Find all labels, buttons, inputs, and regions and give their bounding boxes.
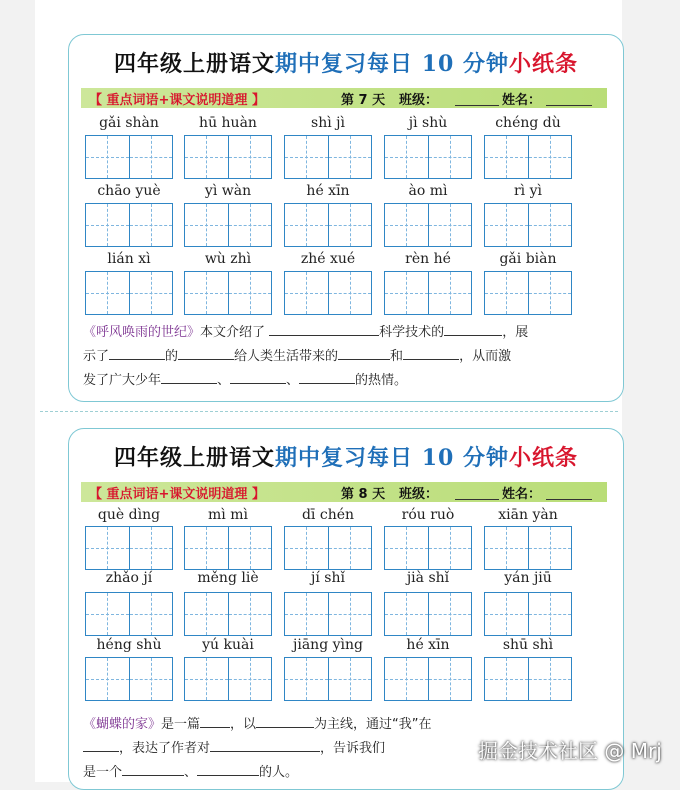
pinyin-label: lián xì — [107, 251, 151, 267]
title-review: 期中复习每日 10 分钟 — [275, 445, 509, 471]
text-fragment: 、 — [217, 373, 231, 388]
text-fragment: ，告诉我们 — [320, 741, 386, 756]
summary-line — [83, 713, 603, 737]
info-bar — [81, 482, 607, 502]
pinyin-label: shū shì — [502, 637, 554, 653]
cut-line — [40, 411, 618, 412]
writing-grid[interactable] — [484, 526, 572, 570]
info-bar — [81, 88, 607, 108]
text-fragment: 和 — [390, 349, 404, 364]
pinyin-label: què dìng — [97, 507, 161, 523]
title-note: 小纸条 — [508, 445, 578, 471]
pinyin-label: zhǎo jí — [105, 570, 153, 586]
fill-blank[interactable] — [83, 739, 119, 752]
writing-grid[interactable] — [85, 271, 173, 315]
pinyin-label: gǎi biàn — [499, 251, 557, 267]
fill-blank[interactable] — [269, 323, 379, 336]
text-fragment: 的 — [165, 349, 179, 364]
fill-blank[interactable] — [338, 347, 390, 360]
pinyin-label: gǎi shàn — [99, 115, 159, 131]
writing-grid[interactable] — [284, 657, 372, 701]
text-fragment: ，从而激 — [459, 349, 512, 364]
pinyin-label: ào mì — [408, 183, 448, 199]
fill-blank[interactable] — [178, 347, 234, 360]
writing-grid[interactable] — [484, 203, 572, 247]
watermark: 掘金技术社区 @ Mrj — [478, 739, 662, 763]
writing-grid[interactable] — [484, 271, 572, 315]
day-label: 第 8 天 — [341, 487, 386, 502]
writing-grid[interactable] — [184, 135, 272, 179]
pinyin-label: mì mì — [208, 507, 248, 523]
text-fragment: 的人。 — [259, 765, 299, 780]
pinyin-label: chāo yuè — [97, 183, 161, 199]
text-fragment: 的热情。 — [355, 373, 408, 388]
name-label: 姓名： — [502, 487, 542, 502]
pinyin-label: shì jì — [311, 115, 345, 131]
fill-blank[interactable] — [197, 763, 259, 776]
pinyin-label: róu ruò — [401, 507, 455, 523]
text-fragment: 为主线，通过“我”在 — [314, 717, 432, 732]
fill-blank[interactable] — [230, 371, 286, 384]
writing-grid[interactable] — [284, 592, 372, 636]
card-title — [69, 441, 623, 472]
writing-grid[interactable] — [384, 657, 472, 701]
fill-blank[interactable] — [161, 371, 217, 384]
pinyin-label: yú kuài — [202, 637, 254, 653]
writing-grid[interactable] — [85, 657, 173, 701]
worksheet-card-day7 — [68, 34, 624, 402]
pinyin-label: hū huàn — [199, 115, 257, 131]
summary-paragraph — [83, 321, 603, 393]
summary-line — [83, 761, 603, 785]
writing-grid[interactable] — [284, 526, 372, 570]
class-blank[interactable] — [455, 105, 499, 106]
writing-grid[interactable] — [184, 271, 272, 315]
writing-grid[interactable] — [85, 203, 173, 247]
name-blank[interactable] — [546, 499, 592, 500]
pinyin-label: měng liè — [197, 570, 259, 586]
text-fragment: 发了广大少年 — [83, 373, 162, 388]
name-blank[interactable] — [546, 105, 592, 106]
writing-grid[interactable] — [85, 592, 173, 636]
topic-tag: 【 重点词语+课文说明道理 】 — [89, 487, 265, 502]
title-grade: 四年级上册语文 — [114, 51, 276, 77]
class-label: 班级： — [399, 93, 439, 108]
pinyin-label: yán jiū — [504, 570, 552, 586]
class-blank[interactable] — [455, 499, 499, 500]
pinyin-label: wù zhì — [204, 251, 252, 267]
writing-grid[interactable] — [384, 526, 472, 570]
fill-blank[interactable] — [122, 763, 184, 776]
writing-grid[interactable] — [85, 526, 173, 570]
text-fragment: 是一个 — [83, 765, 123, 780]
writing-grid[interactable] — [384, 135, 472, 179]
writing-grid[interactable] — [484, 657, 572, 701]
title-grade: 四年级上册语文 — [114, 445, 276, 471]
text-fragment: 本文介绍了 — [200, 325, 266, 340]
title-note: 小纸条 — [508, 51, 578, 77]
writing-grid[interactable] — [384, 271, 472, 315]
day-label: 第 7 天 — [341, 93, 386, 108]
text-fragment: 示了 — [83, 349, 110, 364]
pinyin-label: jí shǐ — [311, 570, 345, 586]
fill-blank[interactable] — [444, 323, 502, 336]
text-fragment: 是一篇 — [161, 717, 201, 732]
writing-grid[interactable] — [85, 135, 173, 179]
writing-grid[interactable] — [184, 526, 272, 570]
writing-grid[interactable] — [484, 135, 572, 179]
text-fragment: 、 — [184, 765, 198, 780]
writing-grid[interactable] — [284, 135, 372, 179]
summary-line — [83, 369, 603, 393]
pinyin-label: hé xīn — [406, 637, 450, 653]
text-fragment: ，展 — [502, 325, 529, 340]
pinyin-label: dī chén — [301, 507, 355, 523]
pinyin-label: xiān yàn — [498, 507, 558, 523]
writing-grid[interactable] — [184, 592, 272, 636]
writing-grid[interactable] — [384, 203, 472, 247]
fill-blank[interactable] — [200, 715, 230, 728]
fill-blank[interactable] — [210, 739, 320, 752]
writing-grid[interactable] — [484, 592, 572, 636]
writing-grid[interactable] — [284, 271, 372, 315]
class-label: 班级： — [399, 487, 439, 502]
text-fragment: ，表达了作者对 — [119, 741, 211, 756]
name-label: 姓名： — [502, 93, 542, 108]
text-fragment: ，以 — [230, 717, 257, 732]
pinyin-label: hé xīn — [306, 183, 350, 199]
text-fragment: 给人类生活带来的 — [234, 349, 339, 364]
topic-tag: 【 重点词语+课文说明道理 】 — [89, 93, 265, 108]
text-title: 《蝴蝶的家》 — [83, 717, 162, 732]
card-title — [69, 47, 623, 78]
writing-grid[interactable] — [184, 657, 272, 701]
writing-grid[interactable] — [284, 203, 372, 247]
pinyin-label: chéng dù — [495, 115, 561, 131]
writing-grid[interactable] — [384, 592, 472, 636]
text-fragment: 、 — [286, 373, 300, 388]
fill-blank[interactable] — [256, 715, 314, 728]
summary-line — [83, 321, 603, 345]
pinyin-label: zhé xué — [300, 251, 356, 267]
pinyin-label: jiāng yìng — [293, 637, 363, 653]
pinyin-label: rèn hé — [405, 251, 451, 267]
writing-grid[interactable] — [184, 203, 272, 247]
pinyin-label: héng shù — [96, 637, 162, 653]
pinyin-label: jià shǐ — [406, 570, 450, 586]
pinyin-label: rì yì — [513, 183, 542, 199]
text-title: 《呼风唤雨的世纪》 — [83, 325, 201, 340]
fill-blank[interactable] — [403, 347, 459, 360]
fill-blank[interactable] — [109, 347, 165, 360]
summary-line — [83, 345, 603, 369]
text-fragment: 科学技术的 — [379, 325, 445, 340]
title-review: 期中复习每日 10 分钟 — [275, 51, 509, 77]
fill-blank[interactable] — [299, 371, 355, 384]
pinyin-label: yì wàn — [204, 183, 252, 199]
pinyin-label: jì shù — [408, 115, 448, 131]
